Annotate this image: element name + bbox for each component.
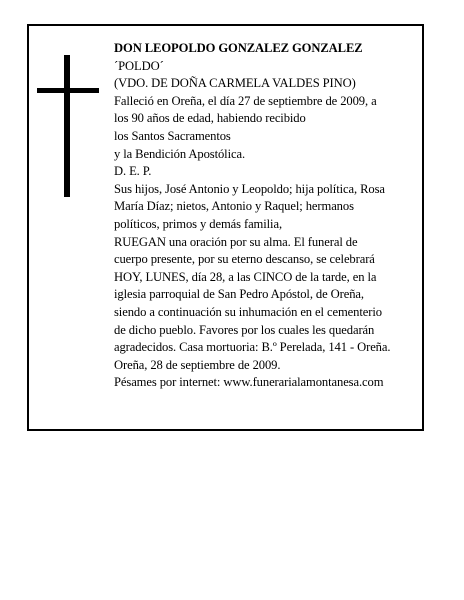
death-line: los 90 años de edad, habiendo recibido bbox=[114, 111, 306, 126]
obituary-text bbox=[114, 40, 420, 392]
place-date: Oreña, 28 de septiembre de 2009. bbox=[114, 357, 281, 372]
funeral-line: de dicho pueblo. Favores por los cuales les quedarán bbox=[114, 322, 375, 337]
request-rest: una oración por su alma. El funeral de bbox=[165, 234, 358, 249]
family-line: políticos, primos y demás familia, bbox=[114, 216, 282, 231]
request-line bbox=[114, 234, 420, 252]
cross-horizontal-bar bbox=[37, 88, 99, 93]
widower-of: (VDO. DE DOÑA CARMELA VALDES PINO) bbox=[114, 76, 356, 91]
cross-vertical-bar bbox=[64, 55, 70, 197]
funeral-line: iglesia parroquial de San Pedro Apóstol, de Oreña, bbox=[114, 287, 364, 302]
deceased-name: DON LEOPOLDO GONZALEZ GONZALEZ bbox=[114, 41, 363, 55]
deceased-nickname: ´POLDO´ bbox=[114, 58, 164, 73]
funeral-line: siendo a continuación su inhumación en el cementerio bbox=[114, 304, 382, 319]
funeral-line: HOY, LUNES, día 28, a las CINCO de la tarde, en la bbox=[114, 269, 377, 284]
cross-icon bbox=[37, 55, 99, 197]
funeral-line: cuerpo presente, por su eterno descanso, se celebrará bbox=[114, 252, 375, 267]
death-line: Falleció en Oreña, el día 27 de septiembre de 2009, a bbox=[114, 93, 377, 108]
funeral-line: agradecidos. Casa mortuoria: B.º Perelada, 141 - Oreña. bbox=[114, 340, 391, 355]
death-line: y la Bendición Apostólica. bbox=[114, 146, 246, 161]
family-line: Sus hijos, José Antonio y Leopoldo; hija política, Rosa bbox=[114, 181, 385, 196]
request-bold-word: RUEGAN bbox=[114, 234, 166, 249]
condolences-website: Pésames por internet: www.funerarialamontanesa.com bbox=[114, 375, 384, 390]
death-line: los Santos Sacramentos bbox=[114, 128, 231, 143]
family-line: María Díaz; nietos, Antonio y Raquel; hermanos bbox=[114, 199, 354, 214]
rest-in-peace: D. E. P. bbox=[114, 164, 152, 179]
